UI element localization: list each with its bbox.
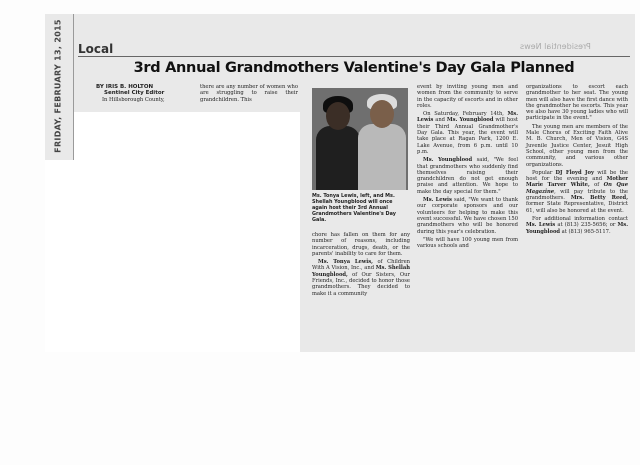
column-2-text-b: of Our Sisters, Our Friends, Inc., decided to honor those grandmothers. They decided to make it a community	[312, 271, 410, 297]
column-3-para-4	[417, 197, 518, 235]
column-4-text-h: at (813) 965-5117.	[560, 228, 611, 235]
blank-area	[74, 112, 300, 352]
column-2-top	[200, 84, 298, 105]
name-ms-lewis-3: Ms. Lewis	[526, 222, 556, 229]
column-3-text-a: On Saturday, February 14th,	[423, 111, 508, 118]
column-4-text-d: , will pay tribute to the grandmothers.	[526, 188, 628, 202]
section-rule	[78, 56, 630, 57]
photo	[312, 88, 408, 190]
column-4-para-3	[526, 170, 628, 214]
name-shellah-youngblood: Ms. Shellah Youngblood,	[312, 265, 411, 278]
column-4-text-b: will be the host for the evening and	[526, 169, 629, 183]
bleed-through-text: Presidential News	[520, 42, 591, 51]
byline-title: Sentinel City Editor	[104, 90, 165, 97]
photo-person-left	[316, 126, 360, 190]
column-3-text-c: will host their Third Annual Grandmother's Day Gala. This year, the event will take place at Ragan Park, 1200 E. Lake Avenue, from 6 p.m. until 10 p.m.	[417, 117, 518, 155]
column-3-quote-2: said, "We want to thank our corporate sponsors and our volunteers for helping to make this event successful. We have chosen 150 grandmothers who will be honored during this year's celebration.	[417, 197, 518, 235]
photo-person-right-face	[370, 100, 394, 128]
column-4-text-g: at (813) 235-5656; or	[555, 222, 618, 229]
column-4-para-2: The young men are members of the Male Chorus of Exciting Faith Alive M. B. Church, Men of Vision, G4S Juvenile Justice Center, Jesuit High School, other young men from the community, and various other organizations.	[526, 123, 628, 168]
column-3-para-2	[417, 111, 518, 155]
column-4-para-1: organizations to escort each grandmother to her seat. The young men will also have the first dance with the grandmother he escorts. This year we also have 30 young ladies who will participate in the event."	[526, 84, 628, 122]
column-3-para-3	[417, 157, 518, 195]
column-1-text: In Hillsborough County,	[102, 96, 165, 103]
column-4-text-c: of	[589, 182, 604, 189]
byline	[96, 84, 188, 97]
magazine-name: On Que Magazine	[526, 182, 628, 195]
name-marie-tarver-white: Mother Marie Tarver White,	[526, 176, 628, 189]
name-ms-lewis-2: Ms. Lewis	[423, 197, 452, 204]
name-ms-lewis: Ms. Lewis	[417, 111, 518, 124]
name-ms-youngblood-2: Ms. Youngblood	[423, 157, 473, 164]
name-ms-youngblood: Ms. Youngblood	[446, 117, 494, 124]
blank-strip	[45, 160, 74, 352]
photo-person-right	[358, 124, 406, 190]
column-3	[417, 84, 518, 251]
photo-caption: Ms. Tonya Lewis, left, and Ms. Shellah Youngblood will once again host their 3rd Annual Grandmothers Valentine's Day Gala.	[312, 193, 396, 223]
photo-person-left-face	[326, 102, 350, 130]
column-4-para-4	[526, 216, 628, 235]
column-3-quote-1: said, "We feel that grandmothers who suddenly find themselves raising their grandchildren do not get enough praise and attention. We hope to make the day special for them."	[417, 157, 518, 195]
column-4-text-e: former State Representative, District 61, will also be honored at the event.	[526, 201, 628, 214]
issue-date: FRIDAY, FEBRUARY 13, 2015	[53, 19, 63, 153]
column-1	[96, 84, 188, 105]
column-4-text-f: For additional information contact	[532, 215, 628, 222]
name-ms-youngblood-3: Ms. Youngblood	[526, 222, 628, 235]
column-4-text-a: Popular	[532, 169, 556, 176]
headline: 3rd Annual Grandmothers Valentine's Day Gala Planned	[133, 60, 575, 76]
byline-author: BY IRIS B. HOLTON	[96, 84, 154, 90]
column-4	[526, 84, 628, 237]
column-2-para-1: chore has fallen on them for any number of reasons, including incarceration, drugs, death, or the parents' inability to care for them.	[312, 232, 410, 257]
name-tonya-lewis: Ms. Tonya Lewis,	[318, 259, 373, 266]
column-3-para-1: event by inviting young men and women from the community to serve in the capacity of escorts and in other roles.	[417, 84, 518, 109]
column-2-text-a: of Children With A Vision, Inc., and	[312, 259, 410, 272]
column-3-para-5: "We will have 100 young men from various schools and	[417, 236, 518, 250]
name-betty-reed: Mrs. Betty Reed,	[570, 195, 628, 202]
section-label: Local	[78, 42, 114, 56]
column-2-top-text: there are any number of women who are struggling to raise their grandchildren. This	[200, 84, 298, 103]
name-dj-floyd-joy: DJ Floyd Joy	[555, 169, 594, 176]
column-2-lower	[312, 232, 410, 299]
column-3-text-b: and	[433, 117, 447, 124]
column-2-para-2	[312, 259, 410, 297]
